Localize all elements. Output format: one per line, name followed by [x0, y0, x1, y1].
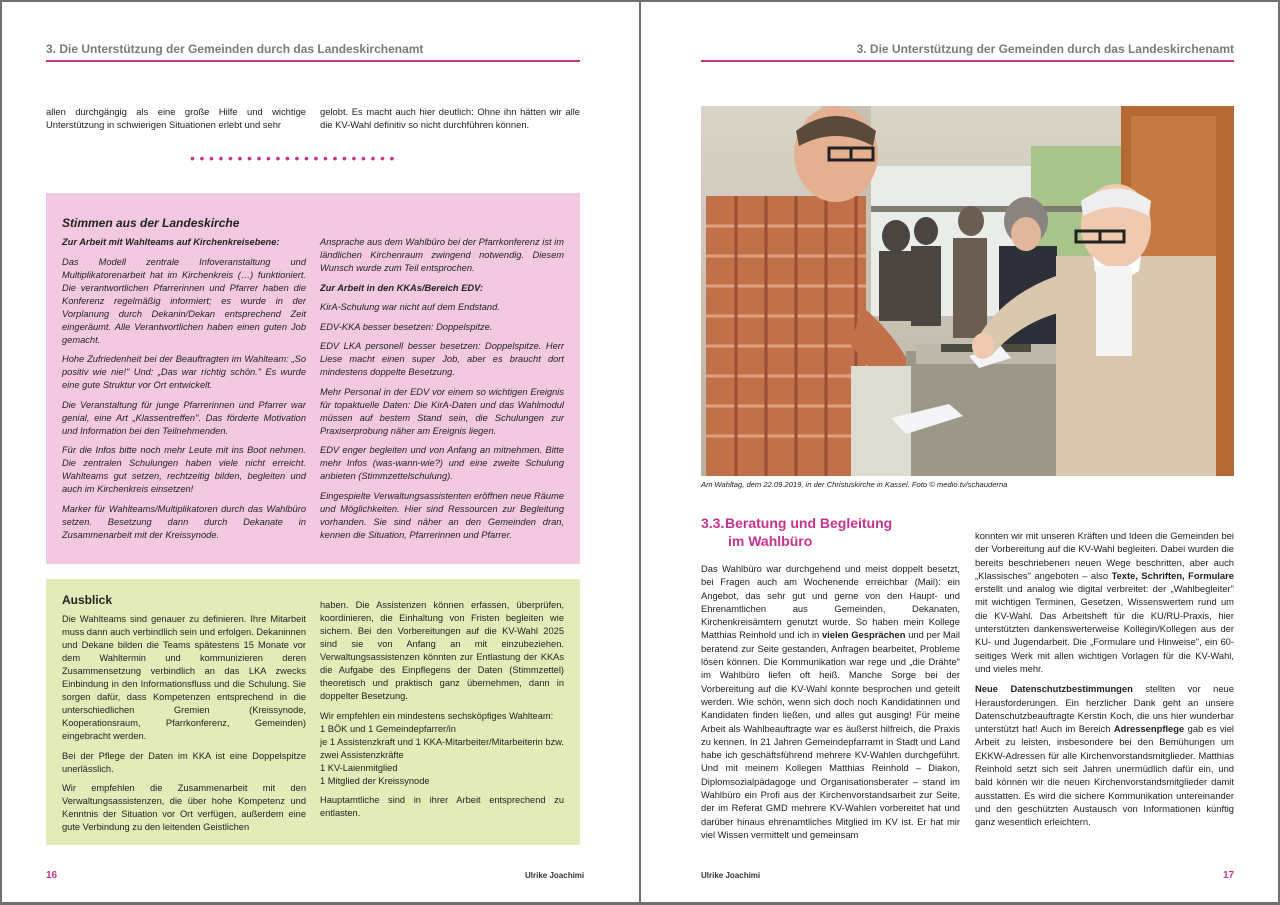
body-col-1 — [701, 562, 960, 848]
voices-paragraph: Das Modell zentrale Infoveranstaltung und Multiplikatorenarbeit hat im Kirchenkreis (…) funktioniert. Die verantwortlichen Pfarrerinnen und Pfarrer haben die Konferenz regelmäßig informiert; es wurde in der Vorplanung durch Dekanin/Dekan entsprechend Zeit eingeräumt. Alle Verantwortlichen haben einen guten Job gemacht. — [62, 256, 306, 345]
body-bold-text: Neue Datenschutzbestimmungen — [975, 683, 1133, 695]
body-bold-text: Adressenpflege — [1113, 723, 1185, 735]
outlook-list-item: 1 BÖK und 1 Gemeindepfarrer/in — [320, 723, 456, 734]
outlook-list-intro: Wir empfehlen ein mindestens sechsköpfiges Wahlteam: — [320, 710, 554, 721]
voices-paragraph: Hohe Zufriedenheit bei der Beauftragten im Wahlteam: „So positiv wie nie!" Und: „Das war richtig schön." Es wurde eine gute Struktur vor Ort entwickelt. — [62, 354, 306, 390]
outlook-paragraph: Bei der Pflege der Daten im KKA ist eine Doppelspitze unerlässlich. — [62, 750, 306, 774]
voices-subheading: Zur Arbeit in den KKAs/Bereich EDV: — [320, 282, 484, 293]
intro-col-2: gelobt. Es macht auch hier deutlich: Ohne ihn hätten wir alle die KV-Wahl definitiv so nicht durchführen können. — [320, 106, 580, 131]
outlook-paragraph: Wir empfehlen die Zusammenarbeit mit den Verwaltungsassistenzen, die über hohe Kompetenz und Kenntnis der Situation vor Ort verfügen, außerdem eine gute Verbindung zu den leitenden Geistlichen — [62, 783, 306, 832]
voices-subheading: Zur Arbeit mit Wahlteams auf Kirchenkreisebene: — [62, 237, 280, 247]
outlook-paragraph: Die Wahlteams sind genauer zu definieren. Ihre Mitarbeit muss dann auch verbindlich sein und erfolgen. Dekaninnen und Dekane bilden die Teams spätestens 15 Monate vor dem Wahltermin und kommunizieren deren Zusammensetzung verbindlich an das LKA zwecks Einbindung in den Informationsfluss und die Schulung. Sie sorgen dafür, dass Kompetenzen entsprechend in die unterschiedlichen Gremien (Kreissynode, Kooperationsraum, Pfarrkonferenz, Gemeinden) eingebracht werden. — [62, 614, 306, 741]
voices-paragraph: EDV-KKA besser besetzen: Doppelspitze. — [320, 321, 493, 332]
outlook-box — [46, 579, 580, 845]
voices-col-1 — [62, 236, 306, 548]
outlook-paragraph: haben. Die Assistenzen können erfassen, überprüfen, koordinieren, die Einhaltung von Fristen begleiten wie sichern. Bei den Vorbereitungen auf die KV-Wahl 2025 sind sie von Anfang an mit einzubeziehen. Verwaltungsassistenzen könnten zur Entlastung der KKAs die Aufgabe des Einpflegens der Daten (Stimmzettel) theoretisch und praktisch ganz übernehmen, dann in doppelter Besetzung. — [320, 600, 564, 701]
voices-paragraph: EDV LKA personell besser besetzen: Doppelspitze. Herr Liese macht einen super Job, aber es braucht dort mindestens doppelte Besetzung. — [320, 341, 564, 377]
voices-paragraph: Ansprache aus dem Wahlbüro bei der Pfarrkonferenz ist im ländlichen Kirchenraum zwingend notwendig. Diesem Wunsch wurde zum Teil entsprochen. — [320, 237, 564, 273]
outlook-list-item: je 1 Assistenzkraft und 1 KKA-Mitarbeiter/Mitarbeiterin bzw. zwei Assistenzkräfte — [320, 736, 564, 760]
header-rule — [46, 60, 580, 62]
body-paragraph — [701, 562, 960, 841]
voices-box — [46, 193, 580, 564]
page-number: 16 — [46, 870, 58, 881]
section-number: 3.3. — [701, 515, 725, 531]
footer-author: Ulrike Joachimi — [701, 871, 761, 880]
left-page — [2, 2, 639, 902]
running-head: 3. Die Unterstützung der Gemeinden durch das Landeskirchenamt — [46, 42, 424, 56]
body-text: konnten wir mit unseren Kräften und Ideen die Gemeinden bei der Vorbereitung auf die KV-Wahl begleiten. Dabei wurden die bereits beschriebenen neuen Wege beschritten, aber auch „Klassisches" angeboten – also — [975, 530, 1234, 581]
voices-col-2 — [320, 236, 564, 548]
running-head: 3. Die Unterstützung der Gemeinden durch das Landeskirchenamt — [856, 42, 1234, 56]
body-col-2 — [975, 529, 1234, 836]
right-page — [641, 2, 1278, 902]
voices-paragraph: Mehr Personal in der EDV vor einem so wichtigen Ereignis für topaktuelle Daten: Die KirA-Daten und das Wahlmodul müssen auf bestem Stand sein, die Schulungen zur Praxiserprobung näher am Ereignis liegen. — [320, 386, 564, 436]
body-text: erstellt und analog wie digital verbreitet: der „Wahlbegleiter" mit wichtigen Terminen, Gesetzen, Wissenswertem rund um die KV-Wahl. Das Arbeitsheft für die KU/RU-Praxis, hier unterstützten dankenswerterweise Kollegin/Kollegen aus der KU- und Jugendarbeit. Die „Formulare und Hinweise", ein 60-seitiges Werk mit allen wichtigen Vorlagen für die KV-Wahl, und vieles mehr. — [975, 583, 1234, 674]
photo-caption: Am Wahltag, dem 22.09.2019, in der Christuskirche in Kassel. Foto © medio.tv/schauderna — [701, 480, 1008, 489]
outlook-col-1 — [62, 613, 306, 841]
section-heading — [701, 514, 892, 550]
body-text: und per Mail beratend zur Seite gestanden, Anfragen bearbeitet, Probleme lösen können. Die Kommunikation war rege und „die Drähte" im Wahlbüro liefen oft heiß. Manche Sorge bei der Vorbereitung auf die KV-Wahl konnte besprochen und geteilt werden. Wie schön, wenn sich doch noch Kandidatinnen und Kandidaten finden ließen, und alles gut ausging! Für meine Arbeit als Wahlbeauftragte war es äußerst hilfreich, die Praxis zu kennen. In 21 Jahren Gemeindepfarramt in Stadt und Land habe ich geschäftsführend mehrere KV-Wahlen durchgeführt. Und mit meinem Kollegen Matthias Reinhold – Diakon, Diplomsozialpädagoge und Organisationsberater – stand im Wahlbüro ein Profi aus der Kirchenvorstandsarbeit zur Seite, der im Referat GMD mehrere KV-Wahlen vorbereitet hat und darüber hinaus ehrenamtliches Mitglied im KV ist. Er hat mir viel Wissen vermittelt und gemeinsam — [701, 629, 961, 840]
voices-paragraph: Eingespielte Verwaltungsassistenten eröffnen neue Räume und Möglichkeiten. Hier sind Ressourcen zur Begleitung vorhanden. Sie sind näher an den Gemeinden dran, kennen die Situation, Pfarrerinnen und Pfarrer. — [320, 490, 564, 540]
section-title-line-1: Beratung und Begleitung — [725, 515, 893, 531]
body-bold-text: vielen Gesprächen — [821, 629, 906, 641]
outlook-title: Ausblick — [62, 593, 113, 607]
outlook-list-item: 1 KV-Laienmitglied — [320, 762, 398, 773]
voices-paragraph: Die Veranstaltung für junge Pfarrerinnen und Pfarrer war genial, eine Art „Klassentreffen". Das förderte Motivation und Information bei den Teilnehmenden. — [62, 399, 306, 436]
dotted-divider: •••••••••••••••••••••• — [190, 150, 400, 166]
body-paragraph — [975, 682, 1234, 828]
outlook-col-2 — [320, 599, 564, 827]
page-number: 17 — [1223, 870, 1235, 881]
voices-paragraph: Marker für Wahlteams/Multiplikatoren durch das Wahlbüro setzen. Besetzung dann durch Dekanate in Zusammenarbeit mit der Kreissynode. — [62, 503, 306, 540]
body-bold-text: Texte, Schriften, Formulare — [1111, 569, 1234, 581]
outlook-paragraph: Hauptamtliche sind in ihrer Arbeit entsprechend zu entlasten. — [320, 795, 564, 818]
voices-title: Stimmen aus der Landeskirche — [62, 216, 240, 230]
section-title-line-2: im Wahlbüro — [728, 533, 813, 549]
body-paragraph — [975, 529, 1234, 675]
header-rule — [701, 60, 1234, 62]
footer-author: Ulrike Joachimi — [525, 871, 585, 880]
voices-paragraph: EDV enger begleiten und von Anfang an mitnehmen. Bitte mehr Infos (was-wann-wie?) und eine zweite Schulung anbieten (Stimmzettelschulung). — [320, 445, 564, 481]
outlook-list-item: 1 Mitglied der Kreissynode — [320, 775, 430, 786]
body-text: stellten vor neue Herausforderungen. Ein herzlicher Dank geht an unsere Datenschutzbeauftragte Kerstin Koch, die uns hier wunderbar unterstützt hat! Auch im Bereich — [975, 683, 1234, 735]
election-photo — [701, 106, 1234, 476]
intro-col-1: allen durchgängig als eine große Hilfe und wichtige Unterstützung in schwierigen Situationen erlebt und sehr — [46, 106, 306, 131]
body-text: Das Wahlbüro war durchgehend und meist doppelt besetzt, bei Fragen auch am Wochenende erreichbar (Mail): ein Angebot, das sehr gut und gerne von den Haupt- und Ehrenamtlichen aus Gemeinden, Dekanaten, Kirchenkreisämtern genutzt wurde. So haben mein Kollege Matthias Reinhold und ich in — [701, 563, 960, 641]
voices-paragraph: Für die Infos bitte noch mehr Leute mit ins Boot nehmen. Die zentralen Schulungen haben viele nicht erreicht. Wahlteams gut setzen, rechtzeitig bilden, begleiten und auch im Kirchenkreis einsetzen! — [62, 445, 306, 494]
voices-paragraph: KirA-Schulung war nicht auf dem Endstand. — [320, 302, 500, 312]
body-text: gab es viel Arbeit zu leisten, insbesondere bei den Bemühungen um EKKW-Adressen für alle Kirchenvorstandsmitglieder. Matthias Reinhold setzt sich seit Jahren unermüdlich dafür ein, und bald können wir die neuen Kirchenvorstandsmitglieder damit ausstatten. Es wird die sichere Kommunikation untereinander und den geschützten Austausch von Informationen künftig ganz wesentlich erleichtern. — [975, 723, 1234, 828]
